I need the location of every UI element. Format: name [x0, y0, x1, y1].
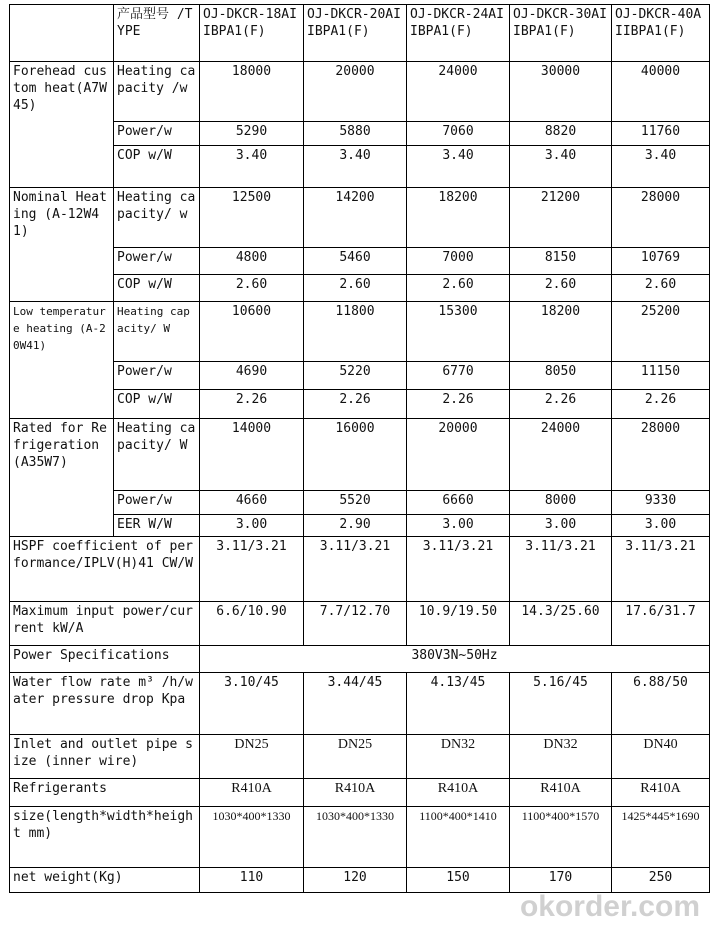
- value-cell: 3.11/3.21: [510, 537, 612, 602]
- group-label: Rated for Refrigeration (A35W7): [10, 419, 114, 537]
- param-label: COP w/W: [114, 275, 200, 302]
- value-cell: R410A: [200, 779, 304, 807]
- table-row: [10, 146, 710, 188]
- value-cell: 4690: [200, 362, 304, 390]
- table-row: [10, 491, 710, 515]
- table-row: [10, 302, 710, 362]
- header-row: [10, 5, 710, 62]
- value-cell: 18200: [510, 302, 612, 362]
- row-label: Maximum input power/current kW/A: [10, 602, 200, 646]
- value-cell: 5220: [304, 362, 407, 390]
- value-cell: 150: [407, 868, 510, 893]
- value-cell: 16000: [304, 419, 407, 491]
- table-row: [10, 275, 710, 302]
- value-cell: 250: [612, 868, 710, 893]
- table-row: [10, 362, 710, 390]
- row-label: Refrigerants: [10, 779, 200, 807]
- value-cell: 5290: [200, 122, 304, 146]
- spec-table: [9, 4, 710, 893]
- value-cell: 2.90: [304, 515, 407, 537]
- value-cell: 24000: [407, 62, 510, 122]
- value-cell: 8820: [510, 122, 612, 146]
- value-cell: 2.26: [200, 390, 304, 419]
- row-label: net weight(Kg): [10, 868, 200, 893]
- value-cell: 8050: [510, 362, 612, 390]
- value-cell: 3.00: [407, 515, 510, 537]
- group-label: Low temperature heating (A-20W41): [10, 302, 114, 419]
- value-cell: 8150: [510, 248, 612, 275]
- table-row: [10, 248, 710, 275]
- value-cell: 10600: [200, 302, 304, 362]
- value-cell: 1030*400*1330: [200, 807, 304, 868]
- param-label: EER W/W: [114, 515, 200, 537]
- value-cell: 3.10/45: [200, 673, 304, 735]
- value-cell: 28000: [612, 188, 710, 248]
- value-cell: 5460: [304, 248, 407, 275]
- power-spec-value: 380V3N~50Hz: [200, 646, 710, 673]
- value-cell: 11800: [304, 302, 407, 362]
- value-cell: 6.88/50: [612, 673, 710, 735]
- value-cell: 3.00: [612, 515, 710, 537]
- value-cell: 30000: [510, 62, 612, 122]
- value-cell: 11150: [612, 362, 710, 390]
- value-cell: 9330: [612, 491, 710, 515]
- param-label: Power/w: [114, 248, 200, 275]
- value-cell: 2.26: [510, 390, 612, 419]
- value-cell: 2.60: [612, 275, 710, 302]
- group-label: Forehead custom heat(A7W45): [10, 62, 114, 188]
- value-cell: 14000: [200, 419, 304, 491]
- param-label: Power/w: [114, 122, 200, 146]
- value-cell: 14.3/25.60: [510, 602, 612, 646]
- table-row: [10, 735, 710, 779]
- value-cell: 3.40: [510, 146, 612, 188]
- value-cell: 110: [200, 868, 304, 893]
- watermark-logo: okorder.com: [519, 890, 700, 923]
- value-cell: 3.11/3.21: [304, 537, 407, 602]
- value-cell: 6660: [407, 491, 510, 515]
- param-label: Heating capacity/ W: [114, 419, 200, 491]
- value-cell: 7000: [407, 248, 510, 275]
- value-cell: 2.60: [407, 275, 510, 302]
- value-cell: 2.60: [304, 275, 407, 302]
- param-label: Power/w: [114, 491, 200, 515]
- value-cell: 2.60: [200, 275, 304, 302]
- value-cell: 40000: [612, 62, 710, 122]
- model-header: OJ-DKCR-30AIIBPA1(F): [510, 5, 612, 62]
- param-label: COP w/W: [114, 146, 200, 188]
- value-cell: 10769: [612, 248, 710, 275]
- value-cell: 5.16/45: [510, 673, 612, 735]
- table-row: [10, 537, 710, 602]
- value-cell: 21200: [510, 188, 612, 248]
- table-row: [10, 602, 710, 646]
- value-cell: 25200: [612, 302, 710, 362]
- table-row: [10, 646, 710, 673]
- table-row: [10, 779, 710, 807]
- value-cell: 1030*400*1330: [304, 807, 407, 868]
- value-cell: 10.9/19.50: [407, 602, 510, 646]
- row-label: HSPF coefficient of performance/IPLV(H)41 CW/W: [10, 537, 200, 602]
- value-cell: DN40: [612, 735, 710, 779]
- value-cell: 4660: [200, 491, 304, 515]
- table-row: [10, 188, 710, 248]
- value-cell: 15300: [407, 302, 510, 362]
- value-cell: 7060: [407, 122, 510, 146]
- value-cell: 1100*400*1410: [407, 807, 510, 868]
- table-row: [10, 515, 710, 537]
- value-cell: 5520: [304, 491, 407, 515]
- value-cell: 8000: [510, 491, 612, 515]
- value-cell: 3.40: [407, 146, 510, 188]
- value-cell: 3.40: [612, 146, 710, 188]
- row-label: Inlet and outlet pipe size (inner wire): [10, 735, 200, 779]
- value-cell: 14200: [304, 188, 407, 248]
- value-cell: 28000: [612, 419, 710, 491]
- value-cell: 1425*445*1690: [612, 807, 710, 868]
- model-header: OJ-DKCR-18AIIBPA1(F): [200, 5, 304, 62]
- value-cell: DN25: [304, 735, 407, 779]
- value-cell: 18000: [200, 62, 304, 122]
- param-label: Heating capacity/ w: [114, 188, 200, 248]
- row-label: Power Specifications: [10, 646, 200, 673]
- group-label: Nominal Heating (A-12W41): [10, 188, 114, 302]
- value-cell: 2.26: [612, 390, 710, 419]
- value-cell: 5880: [304, 122, 407, 146]
- value-cell: 6.6/10.90: [200, 602, 304, 646]
- model-header: OJ-DKCR-40AIIBPA1(F): [612, 5, 710, 62]
- value-cell: 120: [304, 868, 407, 893]
- param-label: Heating capacity/ W: [114, 302, 200, 362]
- value-cell: 3.11/3.21: [612, 537, 710, 602]
- value-cell: 2.60: [510, 275, 612, 302]
- table-row: [10, 122, 710, 146]
- value-cell: R410A: [612, 779, 710, 807]
- value-cell: R410A: [304, 779, 407, 807]
- value-cell: 12500: [200, 188, 304, 248]
- value-cell: 3.40: [200, 146, 304, 188]
- param-label: Heating capacity /w: [114, 62, 200, 122]
- param-label: Power/w: [114, 362, 200, 390]
- value-cell: 20000: [407, 419, 510, 491]
- table-row: [10, 868, 710, 893]
- table-row: [10, 62, 710, 122]
- row-label: Water flow rate m³ /h/water pressure drop Kpa: [10, 673, 200, 735]
- value-cell: 3.00: [510, 515, 612, 537]
- value-cell: 18200: [407, 188, 510, 248]
- value-cell: 2.26: [407, 390, 510, 419]
- table-row: [10, 673, 710, 735]
- value-cell: DN32: [510, 735, 612, 779]
- model-header: OJ-DKCR-20AIIBPA1(F): [304, 5, 407, 62]
- value-cell: 4.13/45: [407, 673, 510, 735]
- value-cell: 2.26: [304, 390, 407, 419]
- value-cell: 11760: [612, 122, 710, 146]
- value-cell: 20000: [304, 62, 407, 122]
- row-label: size(length*width*height mm): [10, 807, 200, 868]
- table-row: [10, 390, 710, 419]
- value-cell: 7.7/12.70: [304, 602, 407, 646]
- value-cell: R410A: [407, 779, 510, 807]
- value-cell: R410A: [510, 779, 612, 807]
- table-row: [10, 419, 710, 491]
- value-cell: 17.6/31.7: [612, 602, 710, 646]
- model-header: OJ-DKCR-24AIIBPA1(F): [407, 5, 510, 62]
- value-cell: 3.40: [304, 146, 407, 188]
- param-label: COP w/W: [114, 390, 200, 419]
- value-cell: 4800: [200, 248, 304, 275]
- value-cell: DN32: [407, 735, 510, 779]
- value-cell: 3.00: [200, 515, 304, 537]
- value-cell: 3.11/3.21: [200, 537, 304, 602]
- type-label: 产品型号 /TYPE: [114, 5, 200, 62]
- value-cell: 1100*400*1570: [510, 807, 612, 868]
- value-cell: 24000: [510, 419, 612, 491]
- table-row: [10, 807, 710, 868]
- value-cell: 6770: [407, 362, 510, 390]
- value-cell: 3.44/45: [304, 673, 407, 735]
- value-cell: DN25: [200, 735, 304, 779]
- value-cell: 3.11/3.21: [407, 537, 510, 602]
- value-cell: 170: [510, 868, 612, 893]
